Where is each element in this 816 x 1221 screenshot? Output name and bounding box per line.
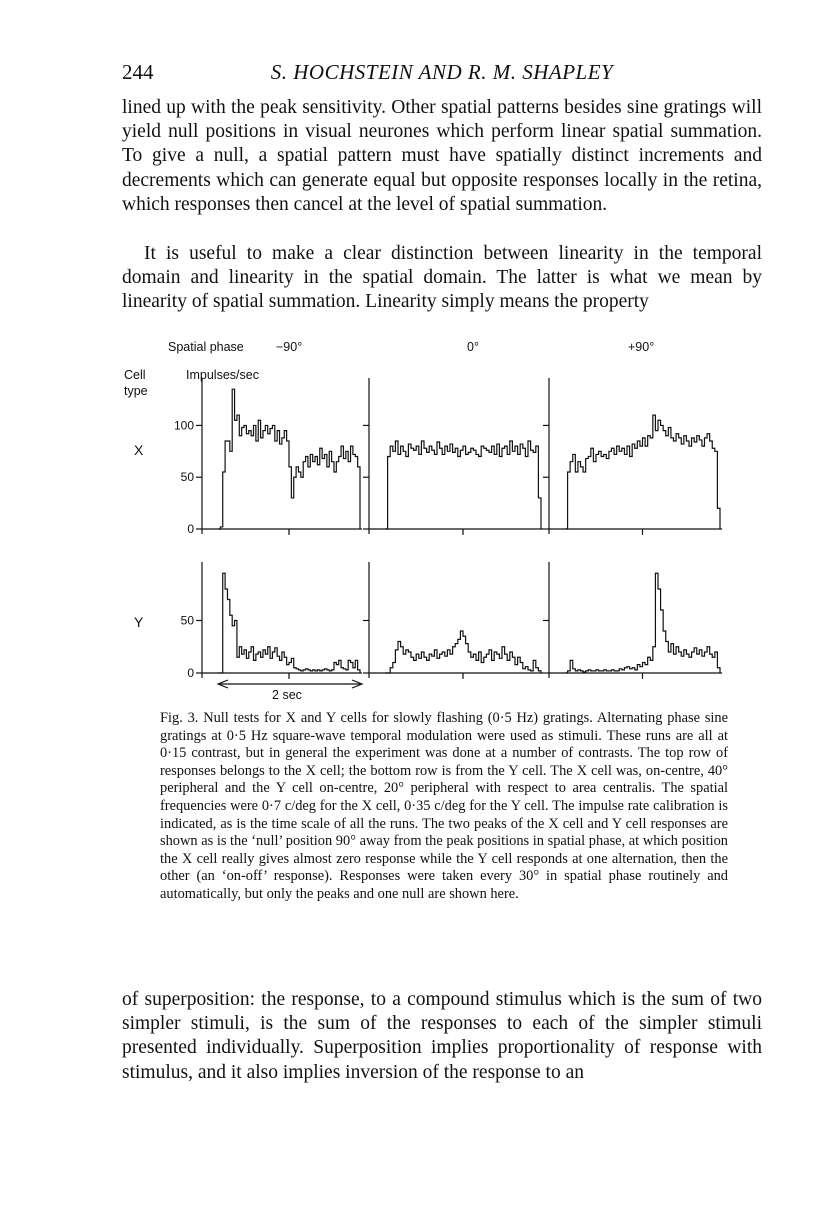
y-tick-label: 50 <box>180 613 194 628</box>
row-label-x: X <box>134 442 144 458</box>
body-paragraph-2: It is useful to make a clear distinction between linearity in the temporal domain and linearity in the spatial domain. The latter is what we mean by linearity of spatial summation. Linearity simply means the property <box>122 243 762 313</box>
histogram-y-0 <box>218 573 360 673</box>
histogram-y-2 <box>565 573 720 673</box>
phase-label-plus90: +90° <box>628 340 655 354</box>
body-paragraph-1: lined up with the peak sensitivity. Other spatial patterns besides sine gratings will yield null positions in visual neurones which perform linear spatial summation. To give a null, a spatial pattern must have spatially distinct increments and decrements which can generate equal but opposite responses locally in the retina, which responses then cancel at the level of spatial summation. <box>122 97 762 215</box>
type-label: type <box>124 384 148 398</box>
body-paragraph-3: of superposition: the response, to a compound stimulus which is the sum of two simpler stimuli, is the sum of the responses to each of the simpler stimuli presented individually. Superposition implies proportionality of response with stimulus, and it also implies inversion of the response to an <box>122 989 762 1083</box>
running-head: S. HOCHSTEIN AND R. M. SHAPLEY <box>270 60 614 84</box>
histogram-x-0 <box>218 389 360 529</box>
spatial-phase-label: Spatial phase <box>168 340 244 354</box>
row-label-y: Y <box>134 614 144 630</box>
cell-label: Cell <box>124 368 146 382</box>
time-scale-label: 2 sec <box>272 688 302 702</box>
y-tick-label: 0 <box>187 522 194 536</box>
histogram-x-2 <box>565 415 720 529</box>
figure-caption: Fig. 3. Null tests for X and Y cells for slowly flashing (0·5 Hz) gratings. Alternating phase sine gratings at 0·5 Hz square-wave temporal modulation were used as stimuli. These runs are all at 0·15 contrast, but in general the experiment was done at a number of contrasts. The top row of responses belongs to the X cell; the bottom row is from the Y cell. The X cell was, on-centre, 40° peripheral and the Y cell on-centre, 20° peripheral with respect to area centralis. The spatial frequencies were 0·7 c/deg for the X cell, 0·35 c/deg for the Y cell. The impulse rate calibration is indicated, as is the time scale of all the runs. The two peaks of the X cell and Y cell responses are shown as is the ‘null’ position 90° away from the peak positions in spatial phase, at which position the X cell really gives almost zero response while the Y cell responds at one alternation, then the other (an ‘on-off’ response). Responses were taken every 30° in spatial phase routinely and automatically, but only the peaks and one null are shown here. <box>160 710 728 902</box>
y-tick-label: 0 <box>187 666 194 680</box>
y-tick-label: 100 <box>173 418 194 433</box>
histogram-x-1 <box>385 441 541 529</box>
y-tick-label: 50 <box>180 470 194 485</box>
phase-label-0: 0° <box>467 340 479 354</box>
histogram-y-1 <box>385 631 541 673</box>
phase-label-minus90: −90° <box>276 340 303 354</box>
page-number: 244 <box>122 60 154 84</box>
impulses-label: Impulses/sec <box>186 368 259 382</box>
